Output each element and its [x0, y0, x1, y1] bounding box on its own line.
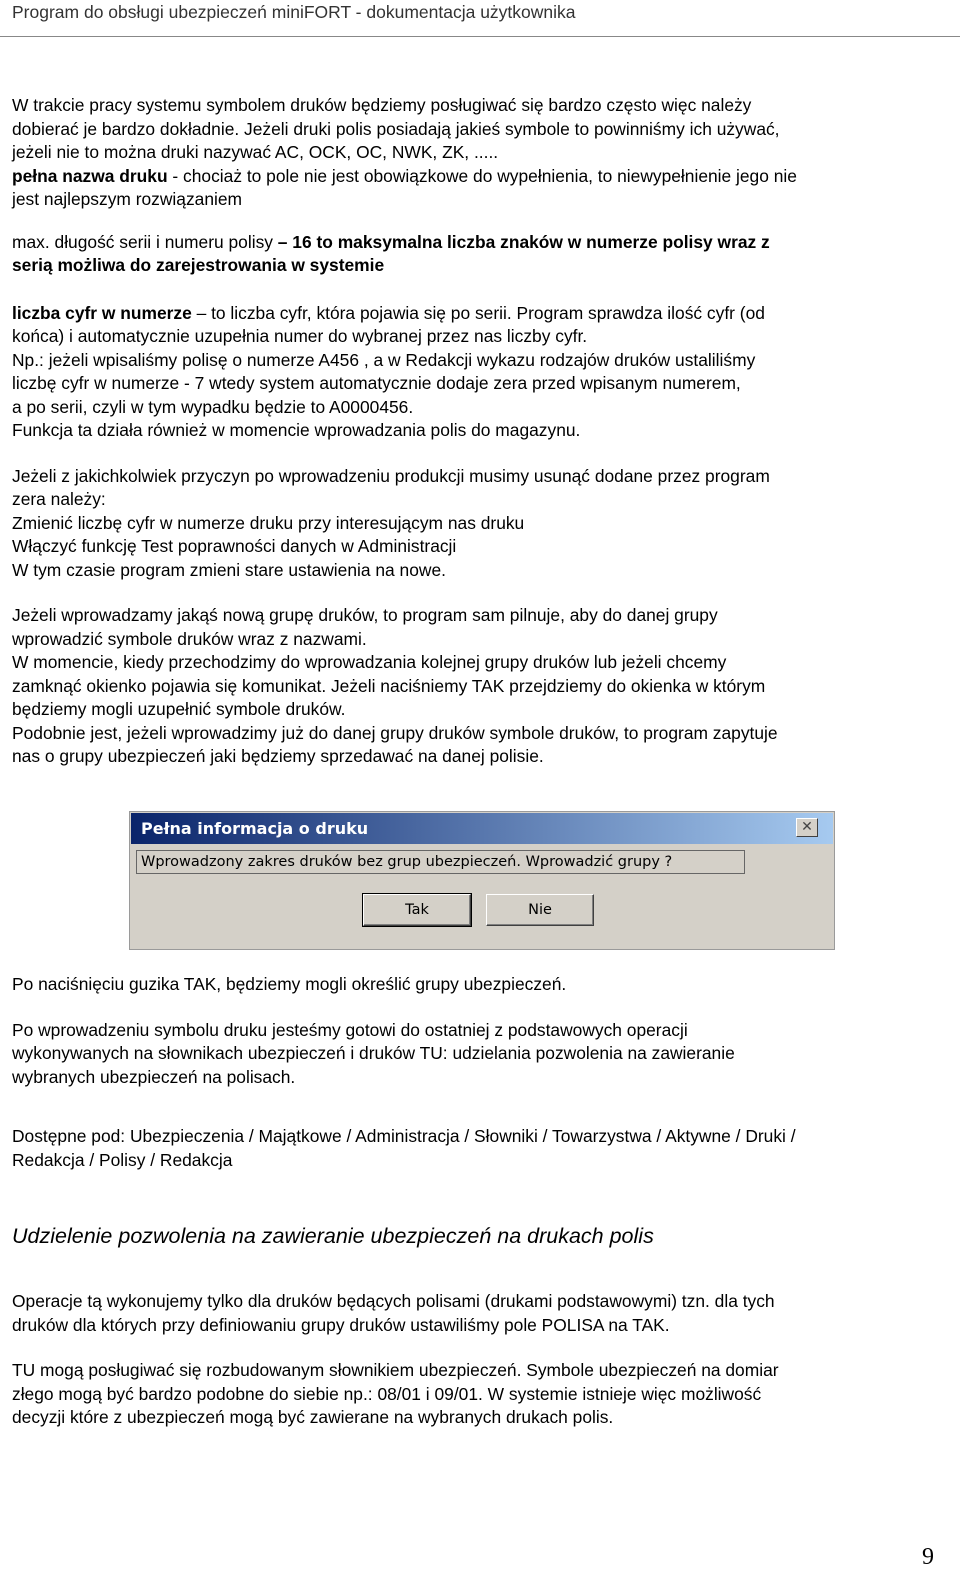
text-line: Np.: jeżeli wpisaliśmy polisę o numerze A456 , a w Redakcji wykazu rodzajów druków ustaliliśmy — [12, 349, 756, 370]
document-body-section — [12, 1290, 947, 1430]
text-line — [12, 231, 947, 255]
page-number: 9 — [922, 1544, 934, 1570]
text-line: Włączyć funkcję Test poprawności danych w Administracji — [12, 536, 457, 556]
text-line: a po serii, czyli w tym wypadku będzie to A0000456. — [12, 396, 414, 417]
page-header — [0, 0, 960, 37]
text-line: Funkcja ta działa również w momencie wprowadzania polis do magazynu. — [12, 420, 581, 440]
text-span: max. długość serii i numeru polisy — [12, 231, 278, 252]
field-name-bold: pełna nazwa druku — [12, 165, 168, 186]
text-line: liczbę cyfr w numerze - 7 wtedy system automatycznie dodaje zera przed wpisanym numerem, — [12, 373, 741, 393]
text-line: nas o grupy ubezpieczeń jaki będziemy sprzedawać na danej polisie. — [12, 746, 544, 766]
text-line: będziemy mogli uzupełnić symbole druków. — [12, 699, 346, 719]
text-line: wprowadzić symbole druków wraz z nazwami. — [12, 628, 367, 649]
text-line: wykonywanych na słownikach ubezpieczeń i druków TU: udzielania pozwolenia na zawieranie — [12, 1043, 735, 1063]
document-body-continued — [12, 973, 947, 1172]
text-line — [12, 165, 947, 189]
text-line: Podobnie jest, jeżeli wprowadzimy już do danej grupy druków symbole druków, to program zapytuje — [12, 722, 778, 743]
dialog-titlebar — [131, 813, 833, 844]
text-line: W momencie, kiedy przechodzimy do wprowadzania kolejnej grupy druków lub jeżeli chcemy — [12, 652, 727, 672]
yes-button[interactable]: Tak — [363, 894, 471, 926]
confirmation-dialog — [129, 811, 835, 950]
text-line — [12, 302, 947, 326]
text-line: zamknąć okienko pojawia się komunikat. Jeżeli naciśniemy TAK przejdziemy do okienka w którym — [12, 675, 766, 696]
text-line: zera należy: — [12, 489, 106, 509]
dialog-message: Wprowadzony zakres druków bez grup ubezpieczeń. Wprowadzić grupy ? — [136, 850, 745, 874]
text-line: Jeżeli z jakichkolwiek przyczyn po wprowadzeniu produkcji musimy usunąć dodane przez program — [12, 465, 770, 486]
text-line: Dostępne pod: Ubezpieczenia / Majątkowe / Administracja / Słowniki / Towarzystwa / Aktywne / Druki / — [12, 1126, 796, 1146]
text-line: druków dla których przy definiowaniu grupy druków ustawiliśmy pole POLISA na TAK. — [12, 1314, 670, 1335]
section-heading: Udzielenie pozwolenia na zawieranie ubezpieczeń na drukach polis — [12, 1224, 654, 1248]
text-line: Redakcja / Polisy / Redakcja — [12, 1149, 233, 1170]
text-line: jeżeli nie to można druki nazywać AC, OCK, OC, NWK, ZK, ..... — [12, 142, 499, 162]
text-line: W tym czasie program zmieni stare ustawienia na nowe. — [12, 559, 446, 580]
text-span: - chociaż to pole nie jest obowiązkowe do wypełnienia, to niewypełnienie jego nie — [167, 165, 797, 186]
text-line: jest najlepszym rozwiązaniem — [12, 189, 243, 209]
text-span-bold: – 16 to maksymalna liczba znaków w numerze polisy wraz z — [277, 231, 770, 252]
text-line: Po wprowadzeniu symbolu druku jesteśmy gotowi do ostatniej z podstawowych operacji — [12, 1019, 688, 1040]
document-body — [12, 94, 947, 769]
text-line: Po naciśnięciu guzika TAK, będziemy mogli określić grupy ubezpieczeń. — [12, 974, 567, 994]
text-line: złego mogą być bardzo podobne do siebie np.: 08/01 i 09/01. W systemie istnieje więc możliwość — [12, 1383, 762, 1404]
text-line: końca) i automatycznie uzupełnia numer do wybranej przez nas liczby cyfr. — [12, 326, 588, 346]
text-line: serią możliwa do zarejestrowania w systemie — [12, 255, 385, 275]
text-line: wybranych ubezpieczeń na polisach. — [12, 1066, 296, 1087]
text-line: TU mogą posługiwać się rozbudowanym słownikiem ubezpieczeń. Symbole ubezpieczeń na domiar — [12, 1360, 779, 1380]
field-name-bold: liczba cyfr w numerze — [12, 302, 192, 323]
no-button[interactable]: Nie — [486, 894, 594, 926]
text-line: W trakcie pracy systemu symbolem druków będziemy posługiwać się bardzo często więc należy — [12, 95, 752, 115]
text-line: Jeżeli wprowadzamy jakąś nową grupę druków, to program sam pilnuje, aby do danej grupy — [12, 605, 718, 625]
close-icon[interactable]: ✕ — [796, 818, 818, 837]
text-line: decyzji które z ubezpieczeń mogą być zawierane na wybranych drukach polis. — [12, 1407, 614, 1427]
text-line: Operacje tą wykonujemy tylko dla druków będących polisami (drukami podstawowymi) tzn. dla tych — [12, 1291, 775, 1311]
text-span: – to liczba cyfr, która pojawia się po serii. Program sprawdza ilość cyfr (od — [191, 302, 765, 323]
text-line: Zmienić liczbę cyfr w numerze druku przy interesującym nas druku — [12, 512, 525, 533]
dialog-title: Pełna informacja o druku — [141, 819, 369, 838]
document-title: Program do obsługi ubezpieczeń miniFORT - dokumentacja użytkownika — [12, 2, 576, 22]
text-line: dobierać je bardzo dokładnie. Jeżeli druki polis posiadają jakieś symbole to powinniśmy ich używać, — [12, 118, 780, 139]
